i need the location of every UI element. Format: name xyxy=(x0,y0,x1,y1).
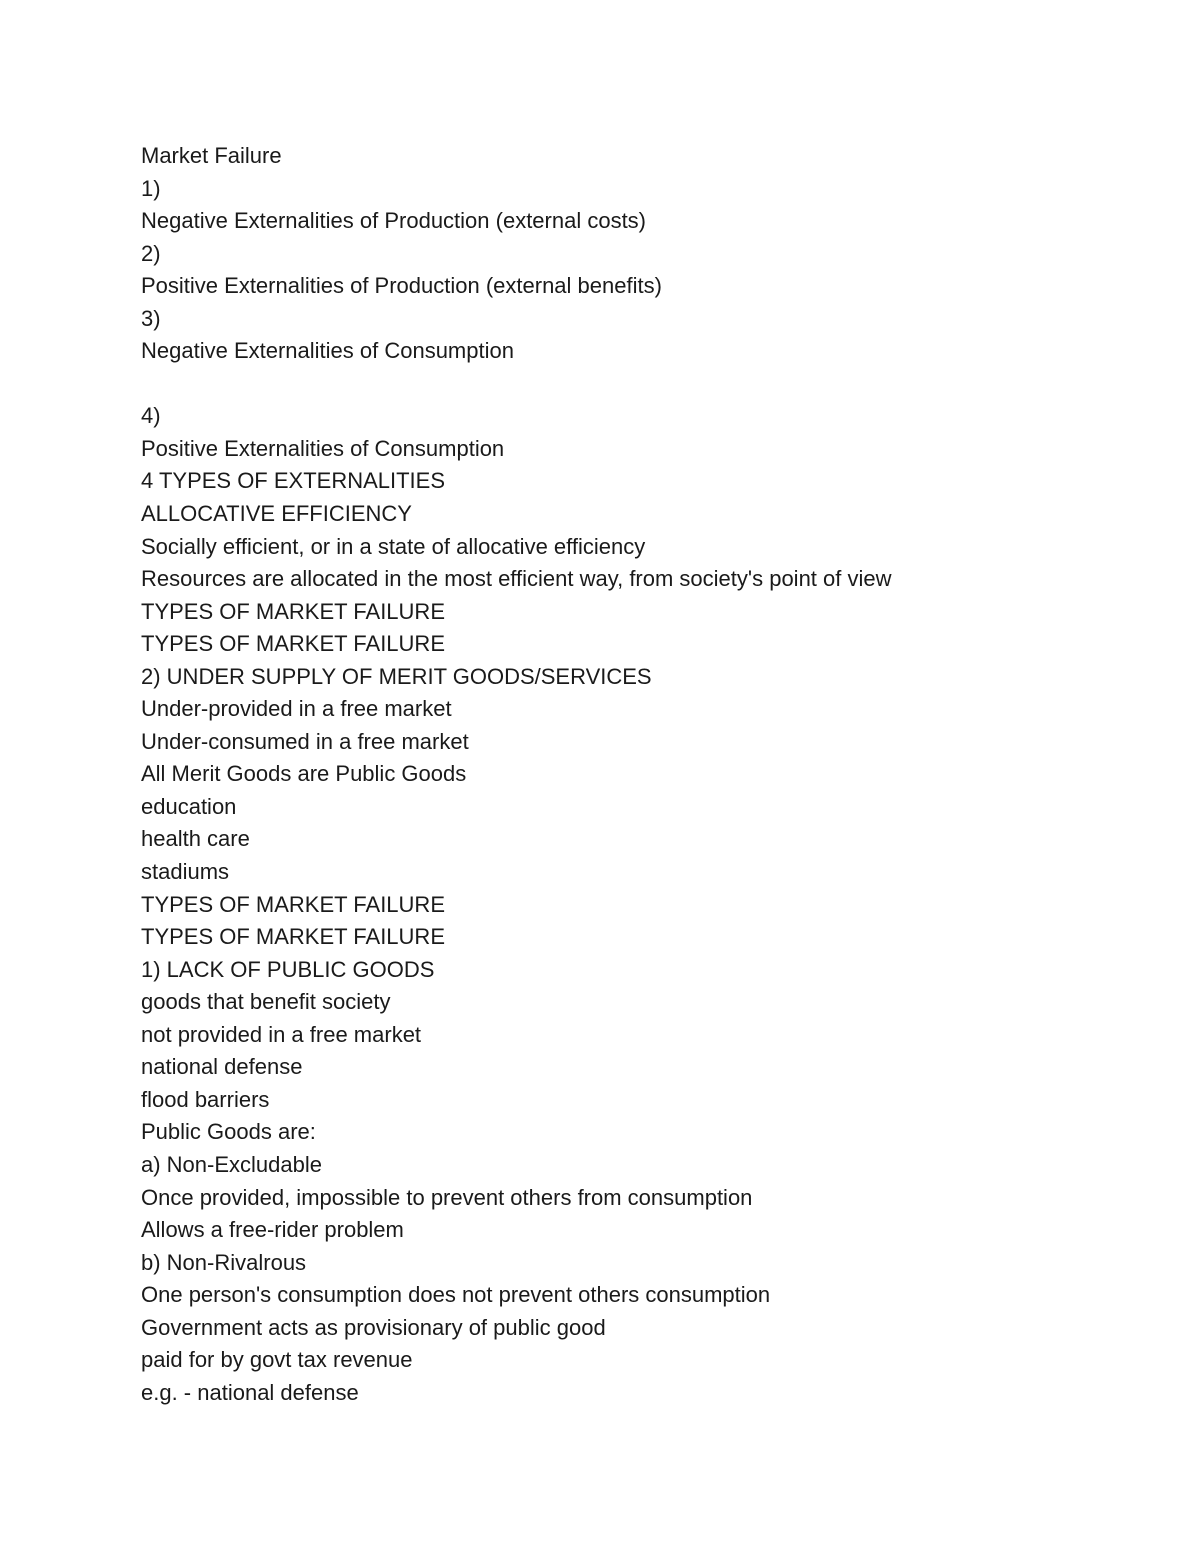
text-line: Positive Externalities of Consumption xyxy=(141,435,505,461)
text-line: Socially efficient, or in a state of allocative efficiency xyxy=(141,533,646,559)
text-line: Government acts as provisionary of public good xyxy=(141,1314,606,1340)
blank-line xyxy=(141,368,1141,401)
text-line: goods that benefit society xyxy=(141,989,391,1015)
section-heading: 1) LACK OF PUBLIC GOODS xyxy=(141,956,435,982)
text-line: flood barriers xyxy=(141,1086,270,1112)
text-line: Negative Externalities of Production (external costs) xyxy=(141,208,647,234)
text-line: a) Non-Excludable xyxy=(141,1151,322,1177)
text-line: b) Non-Rivalrous xyxy=(141,1249,307,1275)
text-line: All Merit Goods are Public Goods xyxy=(141,761,467,787)
section-heading: ALLOCATIVE EFFICIENCY xyxy=(141,501,412,527)
section-heading: TYPES OF MARKET FAILURE xyxy=(141,598,445,624)
document-body xyxy=(141,140,1141,1409)
section-heading: TYPES OF MARKET FAILURE xyxy=(141,924,445,950)
section-heading: 2) UNDER SUPPLY OF MERIT GOODS/SERVICES xyxy=(141,663,652,689)
text-line: education xyxy=(141,793,237,819)
text-line: national defense xyxy=(141,1054,303,1080)
text-line: stadiums xyxy=(141,859,230,885)
section-heading: 4 TYPES OF EXTERNALITIES xyxy=(141,468,446,494)
list-number: 4) xyxy=(141,403,161,429)
section-heading: TYPES OF MARKET FAILURE xyxy=(141,891,445,917)
text-line: Under-consumed in a free market xyxy=(141,728,469,754)
list-number: 3) xyxy=(141,305,161,331)
list-number: 2) xyxy=(141,240,161,266)
text-line: paid for by govt tax revenue xyxy=(141,1347,413,1373)
document-title: Market Failure xyxy=(141,143,282,168)
text-line: health care xyxy=(141,826,250,852)
text-line: One person's consumption does not prevent others consumption xyxy=(141,1282,771,1308)
text-line: Positive Externalities of Production (external benefits) xyxy=(141,273,662,299)
text-line: e.g. - national defense xyxy=(141,1379,359,1405)
section-heading: TYPES OF MARKET FAILURE xyxy=(141,631,445,657)
list-number: 1) xyxy=(141,175,161,201)
text-line: Resources are allocated in the most efficient way, from society's point of view xyxy=(141,566,892,592)
text-line: Once provided, impossible to prevent others from consumption xyxy=(141,1184,753,1210)
text-line: Negative Externalities of Consumption xyxy=(141,338,514,364)
text-line: Under-provided in a free market xyxy=(141,696,452,722)
text-line: not provided in a free market xyxy=(141,1021,422,1047)
text-line: Allows a free-rider problem xyxy=(141,1217,404,1243)
text-line: Public Goods are: xyxy=(141,1119,316,1145)
